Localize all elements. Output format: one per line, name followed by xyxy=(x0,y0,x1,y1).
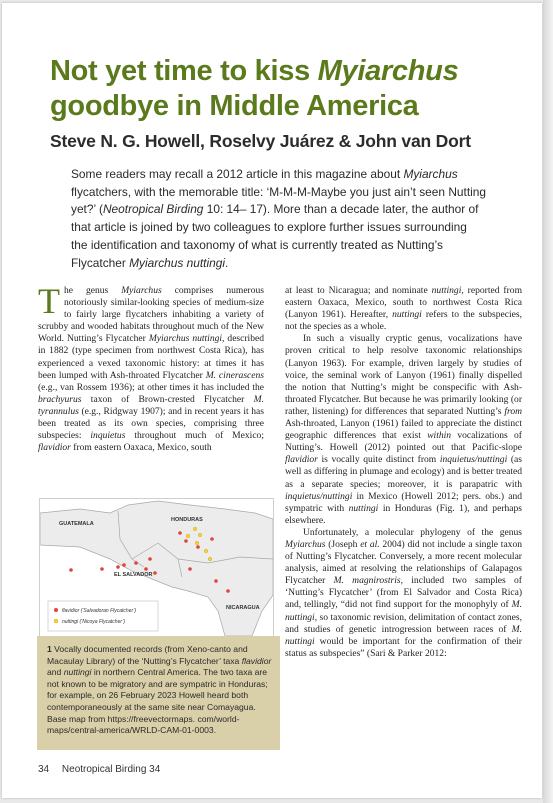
page-number: 34 xyxy=(38,764,50,775)
label-guatemala: GUATEMALA xyxy=(59,521,94,527)
record-point xyxy=(196,545,200,549)
distribution-map xyxy=(39,498,274,637)
legend-flavidior: flavidior (‘Salvadoran Flycatcher’) xyxy=(62,608,137,614)
record-point xyxy=(178,531,182,535)
record-point xyxy=(148,557,152,561)
page-footer xyxy=(38,764,170,775)
left-column xyxy=(38,281,265,454)
figure-caption: 1 Vocally documented records (from Xeno-canto and Macaulay Library) of the ‘Nutting’s Flycatcher’ taxa flavidior and nuttingi in northern Central America. The two taxa are not known to be migratory and are sympatric in Honduras; for example, on 26 February 2023 Howell heard both contemporaneously at the same site near Comayagua. Base map from https://freevectormaps. com/world-maps/central-america/WRLD-CAM-01-0003. xyxy=(37,636,280,750)
record-point xyxy=(69,568,73,572)
record-point xyxy=(186,534,190,538)
authors: Steve N. G. Howell, Roselvy Juárez & John van Dort xyxy=(50,131,471,151)
right-paragraph-3: Unfortunately, a molecular phylogeny of the genus Myiarchus (Joseph et al. 2004) did not include a single taxon of Nutting’s Flycatcher. Conversely, a more recent molecular analysis, aimed at resolving the relationships of Galapagos Flycatcher M. magnirostris, included two samples of ‘Nutting’s Flycatcher’ (from El Salvador and Costa Rica) and, tellingly, “did not find support for the monophyly of M. nuttingi, so taxonomic revision, delimitation of contact zones, and studies of genetic introgression between races of M. nuttingi would be important for the confirmation of their status as subspecies” (Sari & Parker 2012: xyxy=(285,526,523,659)
map-legend-box xyxy=(48,601,158,631)
record-point xyxy=(210,537,214,541)
legend-swatch-nuttingi xyxy=(54,619,58,623)
map-svg xyxy=(40,499,273,636)
right-column xyxy=(285,285,522,660)
intro-standfirst: Some readers may recall a 2012 article in this magazine about Myiarchus flycatchers, with the memorable title: ‘M-M-M-Maybe you just ain’t seen Nutting yet?’ (Neotropical Birding 10: 14– 17). More than a decade later, the author of that article is joined by two colleagues to explore further issues surrounding the identification and taxonomy of what is currently treated as Nutting’s Flycatcher Myiarchus nuttingi. xyxy=(71,167,486,270)
legend-nuttingi: nuttingi (‘Nicoya Flycatcher’) xyxy=(62,619,125,625)
left-paragraph: The genus Myiarchus comprises numerous notoriously similar-looking species of medium-size to fairly large flycatchers inhabiting a variety of scrubby and wooded habitats throughout much of the New World. Nutting’s Flycatcher Myiarchus nuttingi, described in 1882 (type specimen from northwest Costa Rica), has experienced a vexed taxonomic history: at times it has been lumped with Ash-throated Flycatcher M. cinerascens (e.g., van Rossem 1936); at other times it has included the brachyurus taxon of Brown-crested Flycatcher M. tyrannulus (e.g., Ridgway 1907); and in recent years it has been treated as its own species, comprising three subspecies: inquietus throughout much of Mexico; flavidior from eastern Oaxaca, Mexico, south xyxy=(38,281,265,454)
legend-swatch-flavidior xyxy=(54,608,58,612)
record-point xyxy=(153,571,157,575)
record-point xyxy=(226,589,230,593)
record-point xyxy=(193,527,197,531)
record-point xyxy=(188,567,192,571)
record-point xyxy=(116,565,120,569)
label-nicaragua: NICARAGUA xyxy=(226,605,260,611)
right-paragraph-2: In such a visually cryptic genus, vocalizations have proven critical to help resolve taxonomic relationships (Lanyon 1963). For example, driven largely by studies of voice, the seminal work of Lanyon (1961) finally dispelled the notion that Nutting’s might be conspecific with Ash-throated Flycatcher. But because he was primarily looking (or rather, listening) for differences that separated Nutting’s from Ash-throated, Lanyon (1961) failed to appreciate the distinct geographic differences that exist within vocalizations of Nutting’s. Howell (2012) pointed out that Pacific-slope flavidior is vocally quite distinct from inquietus/nuttingi (as well as differing in plumage and ecology) and is better treated as a separate species; moreover, it is parapatric with inquietus/nuttingi in Mexico (Howell 2012; pers. obs.) and sympatric with nuttingi in Honduras (Fig. 1), and perhaps elsewhere. xyxy=(285,333,522,526)
record-point xyxy=(184,539,188,543)
page-edge xyxy=(543,0,553,803)
label-el-salvador: EL SALVADOR xyxy=(114,572,153,578)
label-honduras: HONDURAS xyxy=(171,517,203,523)
right-paragraph-1: at least to Nicaragua; and nominate nuttingi, reported from eastern Oaxaca, Mexico, south to northwest Costa Rica (Lanyon 1961). Hereafter, nuttingi refers to the subspecies, not the species as a whole. xyxy=(285,285,522,333)
record-point xyxy=(134,561,138,565)
record-point xyxy=(144,567,148,571)
record-point xyxy=(100,567,104,571)
record-point xyxy=(195,541,199,545)
record-point xyxy=(214,579,218,583)
drop-cap: T xyxy=(38,281,60,321)
record-point xyxy=(204,549,208,553)
article-title: Not yet time to kiss Myiarchus goodbye in Middle America xyxy=(50,55,459,122)
record-point xyxy=(208,557,212,561)
journal-name: Neotropical Birding 34 xyxy=(61,764,161,775)
record-point xyxy=(122,563,126,567)
record-point xyxy=(198,533,202,537)
